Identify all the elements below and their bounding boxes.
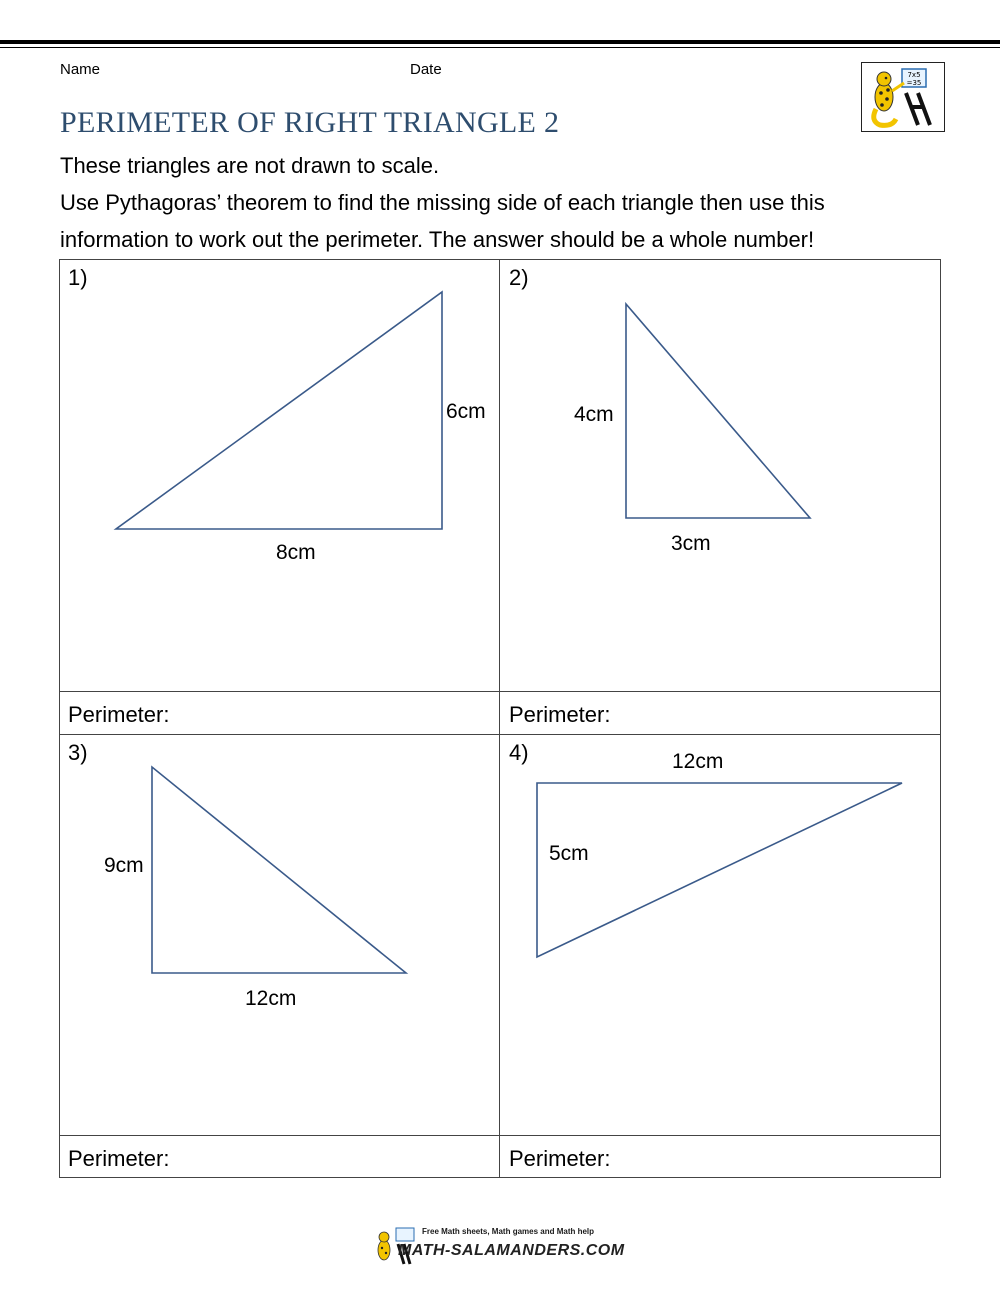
perimeter-answer-3[interactable]: Perimeter: — [68, 1146, 170, 1171]
top-rule-thin — [0, 47, 1000, 48]
instruction-line-1: Use Pythagoras’ theorem to find the missing side of each triangle then use this — [60, 190, 825, 215]
date-label: Date — [410, 61, 442, 78]
perimeter-answer-2[interactable]: Perimeter: — [509, 702, 611, 727]
question-number-3: 3) — [68, 740, 88, 765]
triangle-4-side-top: 12cm — [672, 750, 724, 773]
grid-divider-row2-answer — [59, 1135, 941, 1136]
triangle-2-side-vertical: 4cm — [574, 403, 614, 426]
question-grid — [59, 259, 941, 1178]
question-number-1: 1) — [68, 265, 88, 290]
instruction-line-2: information to work out the perimeter. The answer should be a whole number! — [60, 227, 815, 252]
grid-divider-vertical — [499, 259, 500, 1178]
svg-text:7x5: 7x5 — [907, 71, 921, 79]
perimeter-answer-1[interactable]: Perimeter: — [68, 702, 170, 727]
instruction-scale: These triangles are not drawn to scale. — [60, 153, 440, 178]
page-title: PERIMETER OF RIGHT TRIANGLE 2 — [60, 106, 560, 139]
question-number-2: 2) — [509, 265, 529, 290]
triangle-3-side-vertical: 9cm — [104, 854, 144, 877]
triangle-3-side-base: 12cm — [245, 987, 297, 1010]
grid-divider-row1-answer — [59, 691, 941, 692]
triangle-4-side-vertical: 5cm — [549, 842, 589, 865]
triangle-1-side-base: 8cm — [276, 541, 316, 564]
perimeter-answer-4[interactable]: Perimeter: — [509, 1146, 611, 1171]
triangle-2-side-base: 3cm — [671, 532, 711, 555]
top-rule-thick — [0, 40, 1000, 44]
footer-tagline: Free Math sheets, Math games and Math help — [422, 1227, 595, 1236]
svg-text:=35: =35 — [906, 79, 922, 87]
grid-divider-middle — [59, 734, 941, 735]
footer-site-link[interactable]: MATH-SALAMANDERS.COM — [398, 1242, 625, 1259]
question-number-4: 4) — [509, 740, 529, 765]
triangle-1-side-vertical: 6cm — [446, 400, 486, 423]
salamander-logo — [861, 62, 945, 132]
name-label: Name — [60, 61, 101, 78]
